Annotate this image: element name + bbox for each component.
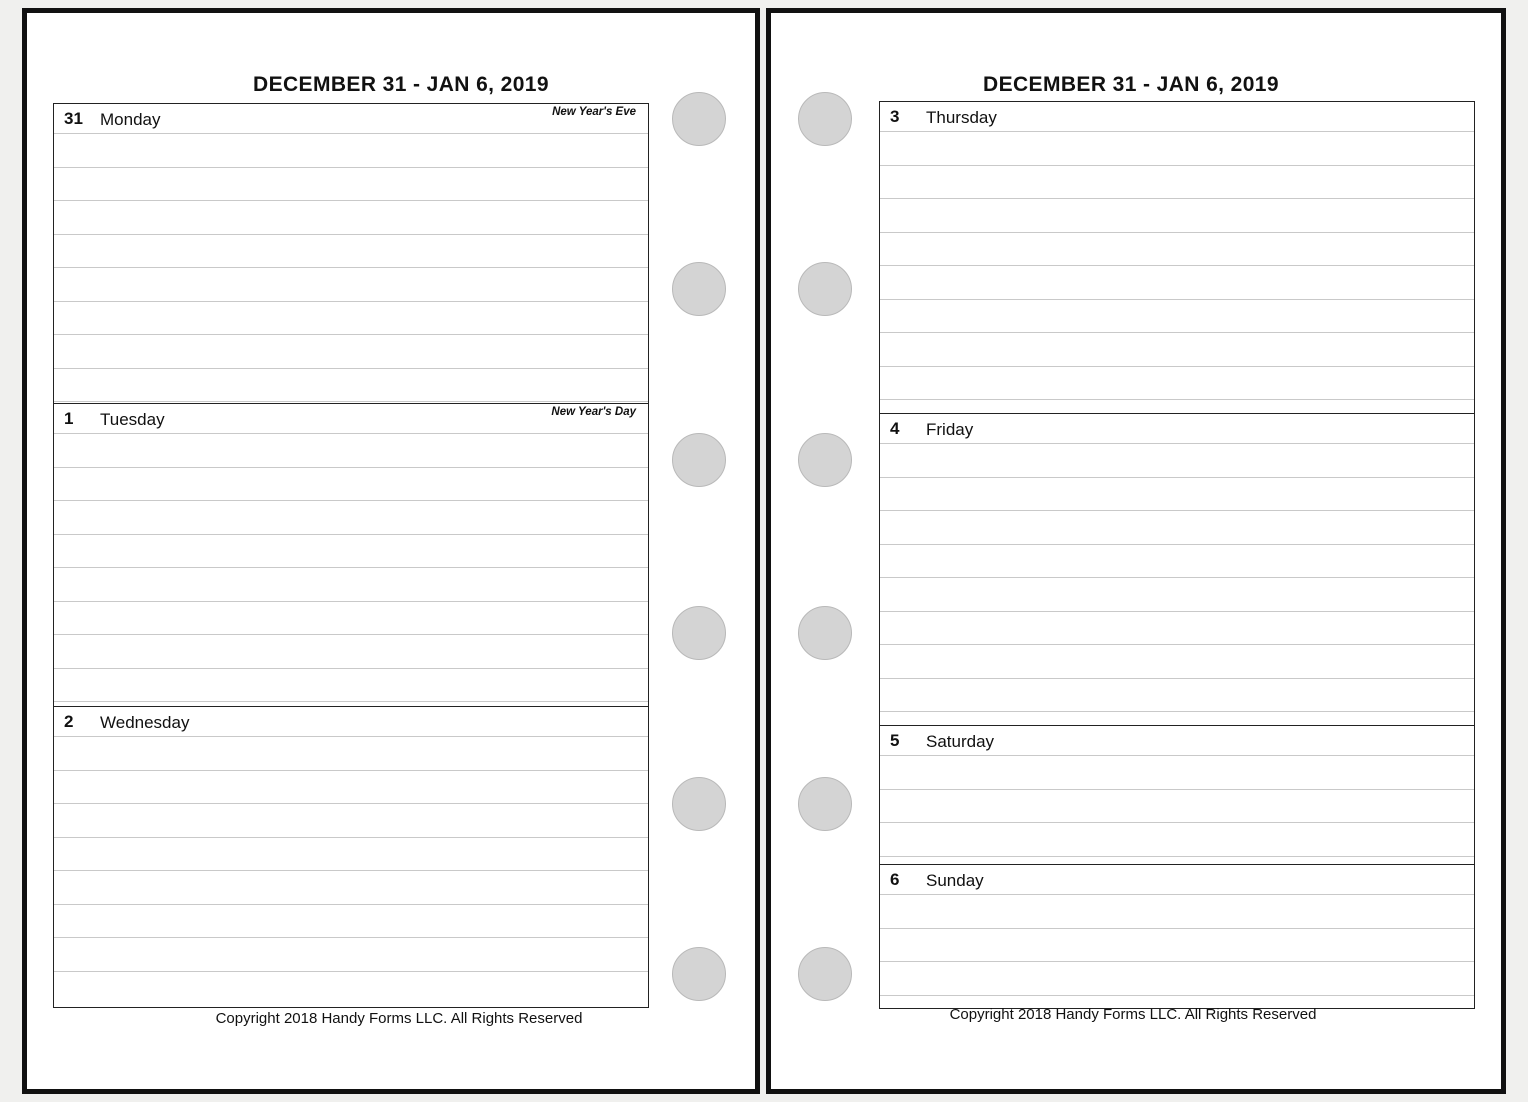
- writing-line[interactable]: [54, 501, 648, 535]
- binder-hole-right-6: [798, 947, 852, 1001]
- writing-line[interactable]: [880, 895, 1474, 929]
- writing-line[interactable]: [880, 612, 1474, 646]
- writing-line[interactable]: [54, 905, 648, 939]
- page-title-right: DECEMBER 31 - JAN 6, 2019: [983, 73, 1279, 96]
- writing-lines[interactable]: [54, 434, 648, 707]
- writing-line[interactable]: [880, 199, 1474, 233]
- day-header: [880, 102, 1474, 132]
- binder-hole-left-2: [672, 262, 726, 316]
- writing-lines[interactable]: [880, 756, 1474, 865]
- writing-line[interactable]: [54, 938, 648, 972]
- writing-line[interactable]: [54, 468, 648, 502]
- writing-line[interactable]: [54, 302, 648, 336]
- copyright-left: Copyright 2018 Handy Forms LLC. All Rights Reserved: [215, 1010, 583, 1027]
- writing-line[interactable]: [880, 545, 1474, 579]
- writing-line[interactable]: [54, 871, 648, 905]
- day-name: Tuesday: [100, 410, 165, 429]
- day-number: 5: [890, 731, 900, 750]
- writing-line[interactable]: [54, 535, 648, 569]
- day-header: [54, 404, 648, 434]
- writing-line[interactable]: [880, 929, 1474, 963]
- writing-line[interactable]: [54, 335, 648, 369]
- writing-line[interactable]: [54, 669, 648, 703]
- day-number: 3: [890, 107, 900, 126]
- writing-lines[interactable]: [54, 737, 648, 1005]
- writing-line[interactable]: [54, 972, 648, 1006]
- day-holiday-note: New Year's Eve: [552, 106, 636, 118]
- writing-line[interactable]: [880, 645, 1474, 679]
- day-header: [54, 104, 648, 134]
- day-block-sunday[interactable]: [880, 865, 1474, 1007]
- writing-line[interactable]: [54, 168, 648, 202]
- writing-lines[interactable]: [54, 134, 648, 404]
- writing-line[interactable]: [880, 823, 1474, 857]
- day-name: Thursday: [926, 108, 997, 127]
- writing-line[interactable]: [880, 790, 1474, 824]
- planner-page-right: [766, 8, 1506, 1094]
- writing-line[interactable]: [880, 132, 1474, 166]
- day-header: [880, 865, 1474, 895]
- binder-hole-left-3: [672, 433, 726, 487]
- day-header: [880, 414, 1474, 444]
- day-grid-right: [879, 101, 1475, 1009]
- day-name: Monday: [100, 110, 161, 129]
- page-title-left: DECEMBER 31 - JAN 6, 2019: [253, 73, 549, 96]
- day-number: 4: [890, 419, 900, 438]
- planner-page-left: [22, 8, 760, 1094]
- day-name: Friday: [926, 420, 974, 439]
- writing-line[interactable]: [880, 478, 1474, 512]
- writing-line[interactable]: [54, 201, 648, 235]
- binder-hole-left-5: [672, 777, 726, 831]
- writing-line[interactable]: [54, 434, 648, 468]
- writing-line[interactable]: [880, 333, 1474, 367]
- day-number: 6: [890, 870, 900, 889]
- writing-line[interactable]: [54, 235, 648, 269]
- writing-line[interactable]: [880, 712, 1474, 726]
- day-name: Wednesday: [100, 713, 190, 732]
- binder-hole-right-3: [798, 433, 852, 487]
- day-block-friday[interactable]: [880, 414, 1474, 726]
- day-block-tuesday[interactable]: [54, 404, 648, 707]
- day-block-thursday[interactable]: [880, 102, 1474, 414]
- writing-line[interactable]: [880, 679, 1474, 713]
- day-number: 31: [64, 109, 83, 128]
- copyright-right: Copyright 2018 Handy Forms LLC. All Rights Reserved: [949, 1006, 1317, 1023]
- day-holiday-note: New Year's Day: [551, 406, 636, 418]
- day-block-wednesday[interactable]: [54, 707, 648, 1006]
- writing-line[interactable]: [54, 602, 648, 636]
- day-header: [880, 726, 1474, 756]
- writing-lines[interactable]: [880, 895, 1474, 1007]
- writing-line[interactable]: [54, 838, 648, 872]
- writing-line[interactable]: [54, 134, 648, 168]
- binder-hole-right-2: [798, 262, 852, 316]
- day-name: Saturday: [926, 732, 995, 751]
- writing-line[interactable]: [54, 568, 648, 602]
- binder-hole-left-6: [672, 947, 726, 1001]
- binder-hole-right-5: [798, 777, 852, 831]
- writing-line[interactable]: [880, 857, 1474, 866]
- writing-line[interactable]: [880, 444, 1474, 478]
- writing-line[interactable]: [880, 300, 1474, 334]
- day-name: Sunday: [926, 871, 984, 890]
- writing-line[interactable]: [880, 962, 1474, 996]
- day-number: 2: [64, 712, 74, 731]
- writing-line[interactable]: [880, 166, 1474, 200]
- writing-lines[interactable]: [880, 444, 1474, 726]
- writing-line[interactable]: [54, 635, 648, 669]
- writing-line[interactable]: [880, 367, 1474, 401]
- day-block-saturday[interactable]: [880, 726, 1474, 865]
- binder-hole-left-4: [672, 606, 726, 660]
- day-grid-left: [53, 103, 649, 1008]
- writing-line[interactable]: [880, 266, 1474, 300]
- writing-line[interactable]: [880, 511, 1474, 545]
- day-number: 1: [64, 409, 74, 428]
- writing-lines[interactable]: [880, 132, 1474, 414]
- writing-line[interactable]: [54, 804, 648, 838]
- binder-hole-right-1: [798, 92, 852, 146]
- writing-line[interactable]: [880, 233, 1474, 267]
- binder-hole-left-1: [672, 92, 726, 146]
- binder-hole-right-4: [798, 606, 852, 660]
- writing-line[interactable]: [880, 578, 1474, 612]
- writing-line[interactable]: [880, 756, 1474, 790]
- writing-line[interactable]: [880, 400, 1474, 414]
- writing-line[interactable]: [54, 771, 648, 805]
- writing-line[interactable]: [54, 369, 648, 403]
- writing-line[interactable]: [54, 268, 648, 302]
- day-block-monday[interactable]: [54, 104, 648, 404]
- day-header: [54, 707, 648, 737]
- writing-line[interactable]: [54, 737, 648, 771]
